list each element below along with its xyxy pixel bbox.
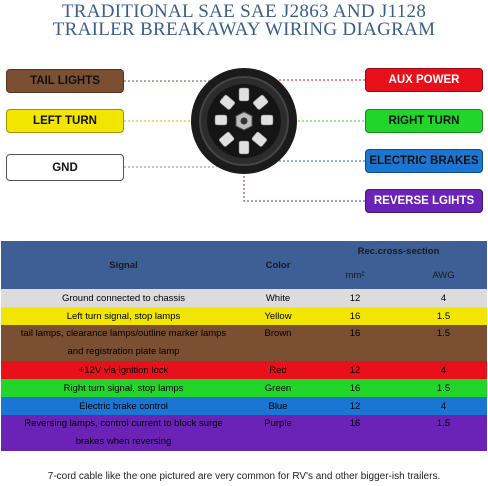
row-color: Yellow [264,310,292,322]
row-mm2: 12 [349,400,361,412]
row-color: White [265,292,291,304]
header-awg: AWG [400,262,487,289]
gnd-label: GND [6,154,124,181]
table-row-green [1,379,487,397]
row-signal: +12V via ignition lock [78,364,169,376]
row-awg: 1.5 [436,328,451,339]
row-mm2: 16 [349,382,361,394]
header-mm2: mm² [310,262,400,289]
row-color: Purple [264,418,292,429]
row-awg: 4 [440,292,447,304]
table-row-brown [1,325,487,361]
row-signal: Right turn signal, stop lamps [63,382,184,394]
row-mm2: 16 [349,310,361,322]
row-color: Green [264,382,292,394]
table-row-yellow [1,307,487,325]
wiring-spec-table [1,241,487,451]
row-signal-continued: brakes when reversing [75,436,172,447]
row-mm2: 16 [349,418,361,429]
row-awg: 1.5 [436,310,451,322]
aux-power-label: AUX POWER [365,68,483,92]
row-signal: tail lamps, clearance lamps/outline marker lamps [20,328,227,339]
row-signal: Reversing lamps, control current to block surge [24,418,223,429]
table-row-blue [1,397,487,415]
right-turn-label: RIGHT TURN [365,109,483,133]
diagram-title-line2: TRAILER BREAKAWAY WIRING DIAGRAM [52,19,436,40]
row-mm2: 12 [349,364,361,376]
footer-caption: 7-cord cable like the one pictured are very common for RV's and other bigger-ish trailers. [47,471,441,482]
left-turn-label: LEFT TURN [6,109,124,133]
diagram-title-line1: TRADITIONAL SAE SAE J2863 AND J1128 [61,1,427,22]
tail-lights-label: TAIL LIGHTS [6,69,124,93]
header-color: Color [246,241,310,289]
table-row-white [1,289,487,307]
row-awg: 1.5 [436,418,451,429]
electric-brakes-label: ELECTRIC BRAKES [365,149,483,173]
row-signal: Electric brake control [79,400,168,412]
row-awg: 1.5 [436,382,451,394]
row-awg: 4 [440,400,447,412]
row-signal-continued: and registration plate lamp [67,346,180,357]
row-color: Red [269,364,287,376]
row-awg: 4 [440,364,447,376]
row-signal-cell [1,415,246,451]
reverse-lights-label: REVERSE LGIHTS [365,189,483,213]
header-signal: Signal [1,241,246,289]
row-signal: Ground connected to chassis [61,292,186,304]
row-signal: Left turn signal, stop lamps [66,310,181,322]
row-mm2: 12 [349,292,361,304]
row-mm2: 16 [349,328,361,339]
header-cross-section: Rec.cross-section [310,241,487,262]
table-row-purple [1,415,487,451]
seven-pin-connector-image [189,66,299,176]
table-row-red [1,361,487,379]
row-signal-cell [1,325,246,361]
row-color: Blue [268,400,288,412]
row-color: Brown [264,328,292,339]
